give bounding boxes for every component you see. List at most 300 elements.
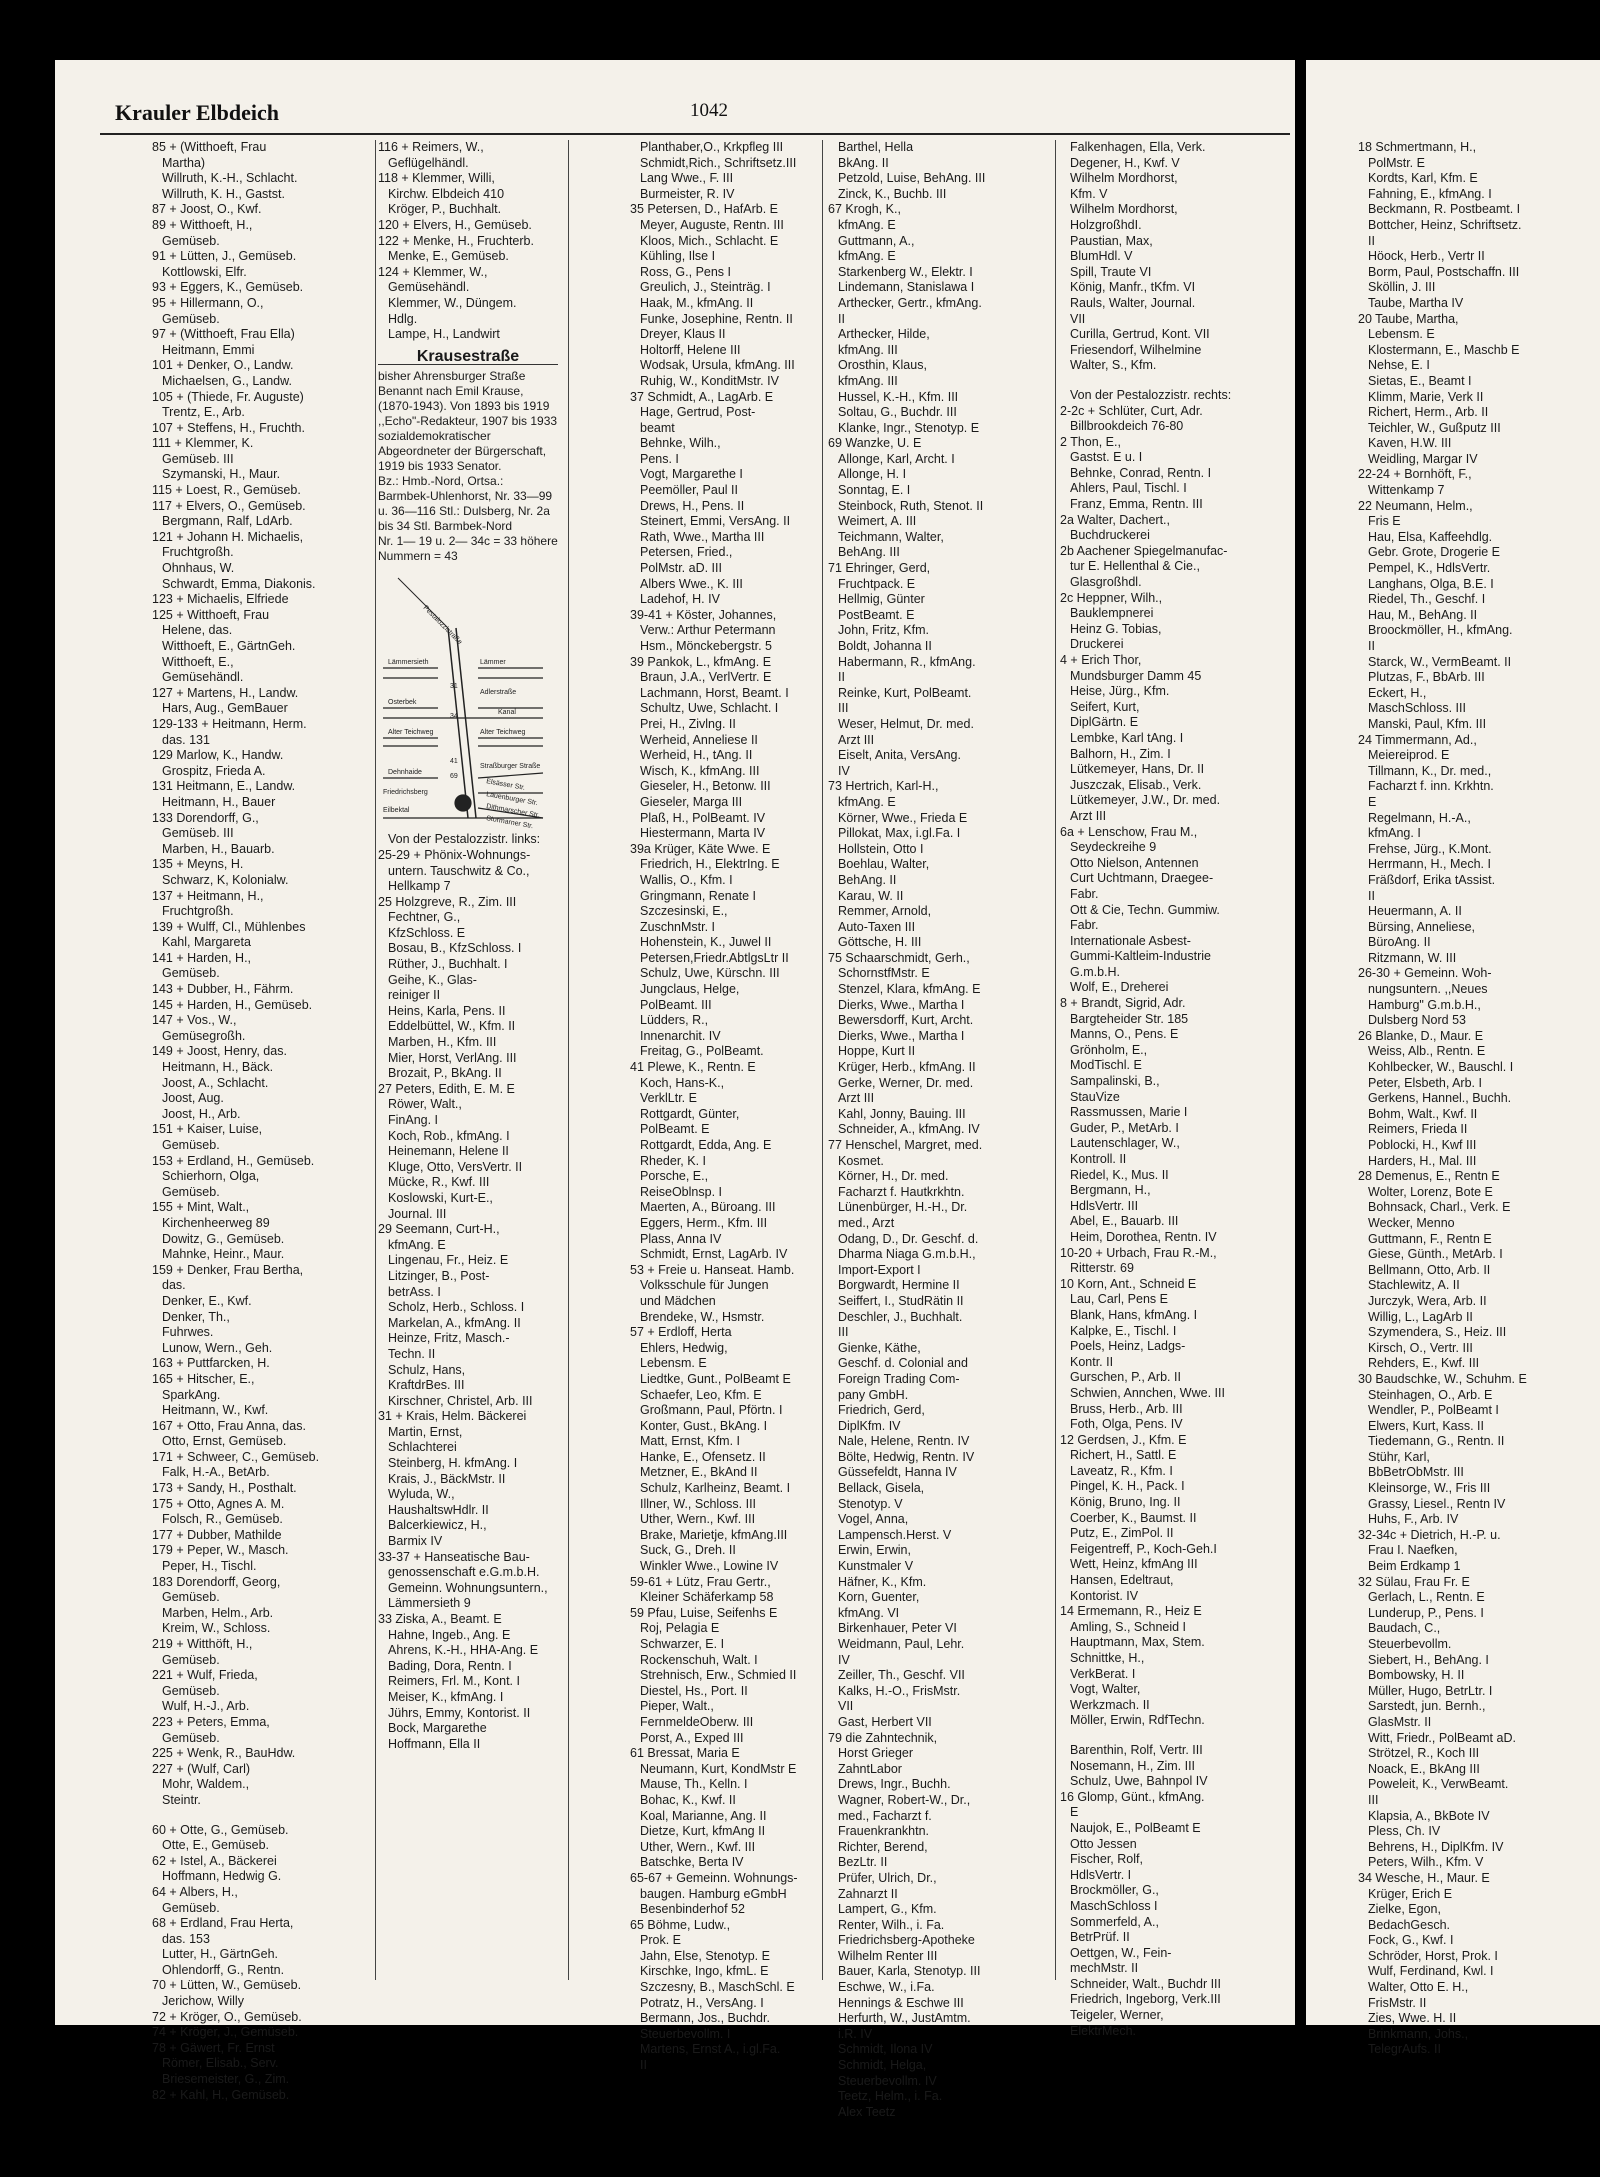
directory-entry: 91 + Lütten, J., Gemüseb. — [152, 249, 297, 264]
directory-entry: Walter, Otto E. H., — [1368, 1980, 1469, 1995]
directory-entry: Wagner, Robert-W., Dr., — [838, 1792, 971, 1807]
directory-entry: II — [838, 311, 845, 326]
street-postal: Nr. 1— 19 u. 2— 34c = 33 höhere Nummern = 43 — [378, 534, 558, 564]
directory-entry: Feigentreff, P., Koch-Geh.I — [1070, 1541, 1217, 1556]
directory-entry: 32 Sülau, Frau Fr. E — [1358, 1574, 1470, 1589]
directory-entry: Baudach, C., — [1368, 1621, 1441, 1636]
directory-entry: Schröder, Horst, Prok. I — [1368, 1948, 1498, 1963]
directory-entry: Schmidt, Ernst, LagArb. IV — [640, 1247, 788, 1262]
directory-entry: Lütkemeyer, J.W., Dr. med. — [1070, 793, 1221, 808]
directory-entry: 133 Dorendorff, G., — [152, 810, 259, 825]
column-1 — [152, 140, 322, 2102]
street-heading: Krausestraße — [378, 349, 558, 366]
directory-entry: Porsche, E., — [640, 1169, 709, 1184]
directory-entry: 32-34c + Dietrich, H.-P. u. — [1358, 1527, 1501, 1542]
directory-entry: Martha) — [162, 155, 206, 170]
directory-entry: Lünenbürger, H.-H., Dr. — [838, 1200, 968, 1215]
directory-entry: Schwien, Annchen, Wwe. III — [1070, 1385, 1225, 1400]
directory-entry: Otto Jessen — [1070, 1836, 1137, 1851]
directory-entry: Klostermann, E., Maschb E — [1368, 342, 1520, 357]
directory-entry: 223 + Peters, Emma, — [152, 1714, 270, 1729]
directory-entry: Meiser, K., kfmAng. I — [388, 1689, 504, 1704]
directory-entry: 26-30 + Gemeinn. Woh- — [1358, 966, 1492, 981]
directory-entry: das. — [162, 1278, 186, 1293]
directory-entry: III — [838, 1325, 849, 1340]
directory-entry: Lembke, Karl tAng. I — [1070, 730, 1184, 745]
map-label: Alter Teichweg — [480, 729, 526, 737]
directory-entry: 57 + Erdloff, Herta — [630, 1325, 732, 1340]
directory-entry: Vogel, Anna, — [838, 1512, 909, 1527]
directory-entry: Friesendorf, Wilhelmine — [1070, 342, 1202, 357]
directory-entry: II — [838, 670, 845, 685]
directory-entry: Eggers, Herm., Kfm. III — [640, 1215, 768, 1230]
directory-entry: Ahlers, Paul, Tischl. I — [1070, 481, 1187, 496]
directory-entry: Brake, Marietje, kfmAng.III — [640, 1527, 788, 1542]
directory-entry: Habermann, R., kfmAng. — [838, 654, 976, 669]
street-history: bisher Ahrensburger Straße Benannt nach Emil Krause, (1870-1943). Von 1893 bis 1919 ,,Echo"-Redakteur, 1907 bis 1933 sozialdemokratischer Abgeordneter der Bürgerschaft, 1919 bis 1933 Senator. — [378, 369, 558, 474]
map-label: Kanal — [498, 709, 516, 717]
directory-entry: Eckert, H., — [1368, 685, 1427, 700]
directory-entry: Kottlowski, Elfr. — [162, 264, 247, 279]
directory-entry: HdlsVertr. I — [1070, 1867, 1132, 1882]
directory-entry: 120 + Elvers, H., Gemüseb. — [378, 217, 532, 232]
directory-entry: Richert, H., Sattl. E — [1070, 1448, 1177, 1463]
directory-entry: Hsm., Mönckebergstr. 5 — [640, 639, 772, 653]
directory-entry: Fabr. — [1070, 918, 1099, 933]
directory-entry: Fock, G., Kwf. I — [1368, 1933, 1454, 1948]
directory-entry: Buchdruckerei — [1070, 528, 1150, 543]
directory-entry: Steinert, Emmi, VersAng. II — [640, 514, 791, 529]
directory-entry: Steinbock, Ruth, Stenot. II — [838, 498, 984, 513]
directory-entry: FrisMstr. II — [1368, 1995, 1427, 2010]
directory-entry: SchornstfMstr. E — [838, 966, 930, 981]
directory-entry: Strehnisch, Erw., Schmied II — [640, 1668, 797, 1683]
directory-entry: Bölte, Hedwig, Rentn. IV — [838, 1449, 975, 1464]
header-rule — [100, 133, 1290, 135]
column-3 — [630, 140, 815, 2073]
directory-entry: Krais, J., BäckMstr. II — [388, 1471, 506, 1486]
directory-entry: Reimers, Frieda II — [1368, 1122, 1468, 1137]
directory-entry: Hussel, K.-H., Kfm. III — [838, 389, 959, 404]
directory-entry: Hage, Gertrud, Post- — [640, 405, 756, 420]
directory-entry: Lindemann, Stanislawa I — [838, 280, 975, 295]
directory-entry: Ehlers, Hedwig, — [640, 1340, 728, 1355]
directory-entry: Prei, H., Zivlng. II — [640, 716, 736, 731]
directory-entry: med., Arzt — [838, 1215, 895, 1230]
directory-entry: Denker, E., Kwf. — [162, 1293, 252, 1308]
directory-entry: Renter, Wilh., i. Fa. — [838, 1917, 945, 1932]
directory-entry: Röwer, Walt., — [388, 1097, 462, 1112]
directory-entry: Stenzel, Klara, kfmAng. E — [838, 982, 981, 997]
map-label: Lauenburger Str. — [485, 791, 539, 808]
directory-entry: Kühling, Ilse I — [640, 249, 716, 264]
directory-entry: Rockenschuh, Walt. I — [640, 1652, 758, 1667]
directory-entry: Weidmann, Paul, Lehr. — [838, 1637, 965, 1651]
directory-entry: Ott & Cie, Techn. Gummiw. — [1070, 902, 1220, 917]
column-2 — [378, 140, 558, 2000]
directory-entry: Kirsch, O., Vertr. III — [1368, 1340, 1473, 1355]
directory-entry: 87 + Joost, O., Kwf. — [152, 202, 262, 217]
directory-entry: Fahning, E., kfmAng. I — [1368, 186, 1492, 201]
map-label: Adlerstraße — [480, 689, 517, 697]
directory-entry: ZuschnMstr. I — [640, 919, 716, 934]
directory-entry: Kosmet. — [838, 1153, 884, 1168]
directory-entry: 82 + Kahl, H., Gemüseb. — [152, 2087, 290, 2102]
directory-entry: 4 + Erich Thor, — [1060, 653, 1142, 667]
directory-entry: 30 Baudschke, W., Schuhm. E — [1358, 1371, 1527, 1386]
directory-entry: Rauls, Walter, Journal. — [1070, 295, 1196, 310]
directory-entry: Dierks, Wwe., Martha I — [838, 1028, 965, 1043]
directory-entry: med., Facharzt f. — [838, 1808, 932, 1823]
directory-entry: Ritterstr. 69 — [1070, 1261, 1134, 1276]
directory-entry: Kreim, W., Schloss. — [162, 1621, 271, 1636]
directory-entry: Barthel, Hella — [838, 140, 914, 154]
directory-entry: Weimert, A. III — [838, 514, 917, 529]
directory-entry — [152, 1809, 322, 1823]
directory-entry: 65 Böhme, Ludw., — [630, 1917, 731, 1932]
directory-entry: Lingenau, Fr., Heiz. E — [388, 1253, 509, 1268]
directory-entry: Bohac, K., Kwf. II — [640, 1792, 736, 1807]
directory-entry: Degener, H., Kwf. V — [1070, 155, 1180, 170]
map-label: Lämmersieth — [388, 659, 429, 667]
directory-entry: Klimm, Marie, Verk II — [1368, 389, 1484, 404]
directory-entry: Wecker, Menno — [1368, 1215, 1455, 1230]
directory-entry: Holtorff, Helene III — [640, 342, 741, 357]
directory-entry: 10 Korn, Ant., Schneid E — [1060, 1276, 1197, 1291]
directory-entry: Juszczak, Elisab., Verk. — [1070, 777, 1202, 792]
directory-entry: Geschf. d. Colonial and — [838, 1356, 968, 1371]
directory-entry: 71 Ehringer, Gerd, — [828, 561, 931, 576]
directory-entry: Lämmersieth 9 — [388, 1596, 471, 1611]
directory-entry: Gemüseb. — [162, 311, 220, 326]
directory-entry: Gurschen, P., Arb. II — [1070, 1370, 1181, 1385]
directory-entry: 147 + Vos., W., — [152, 1013, 237, 1028]
directory-entry: Wisch, K., kfmAng. III — [640, 763, 760, 778]
directory-entry: Kaven, H.W. III — [1368, 436, 1452, 451]
directory-entry: GlasMstr. II — [1368, 1714, 1432, 1729]
directory-entry: Willruth, K. H., Gastst. — [162, 186, 285, 201]
directory-entry: Prok. E — [640, 1933, 681, 1948]
directory-entry: Gemüseb. — [162, 1652, 220, 1667]
directory-entry: Hau, Elsa, Kaffeehdlg. — [1368, 529, 1493, 544]
map-label: Eilbektal — [383, 807, 410, 815]
directory-entry: Gebr. Grote, Drogerie E — [1368, 545, 1501, 560]
directory-entry: Otto, Ernst, Gemüseb. — [162, 1434, 287, 1449]
directory-entry: Harders, H., Mal. III — [1368, 1153, 1477, 1168]
directory-entry: Gemüsegroßh. — [162, 1028, 246, 1043]
directory-entry: Martin, Ernst, — [388, 1424, 463, 1439]
directory-entry: 79 die Zahntechnik, — [828, 1730, 938, 1745]
directory-entry: Joost, A., Schlacht. — [162, 1075, 269, 1090]
directory-entry: Schulz, Karlheinz, Beamt. I — [640, 1481, 791, 1496]
directory-entry: Geihe, K., Glas- — [388, 972, 477, 987]
directory-entry: 60 + Otte, G., Gemüseb. — [152, 1822, 289, 1837]
directory-entry: Weidling, Margar IV — [1368, 451, 1478, 466]
directory-entry: TelegrAufs. II — [1368, 2042, 1441, 2057]
directory-entry: Eddelbüttel, W., Kfm. II — [388, 1019, 516, 1034]
directory-entry: 141 + Harden, H., — [152, 950, 252, 965]
directory-entry: Orosthin, Klaus, — [838, 358, 927, 373]
directory-entry: Hohenstein, K., Juwel II — [640, 935, 772, 950]
directory-entry: reiniger II — [388, 988, 441, 1003]
directory-entry: Stenotyp. V — [838, 1496, 903, 1511]
directory-entry: Heins, Karla, Pens. II — [388, 1003, 506, 1018]
map-label: 41 — [450, 758, 458, 766]
directory-entry: Marben, H., Kfm. III — [388, 1035, 497, 1050]
directory-entry: Bombowsky, H. II — [1368, 1668, 1465, 1683]
directory-entry: 41 Plewe, K., Rentn. E — [630, 1060, 756, 1075]
column-6 — [1358, 140, 1598, 2057]
directory-entry: Koslowski, Kurt-E., — [388, 1190, 493, 1205]
directory-entry: Dierks, Wwe., Martha I — [838, 997, 965, 1012]
directory-entry: Dulsberg Nord 53 — [1368, 1013, 1466, 1028]
directory-entry: Lütkemeyer, Hans, Dr. II — [1070, 762, 1205, 777]
directory-entry: Barmix IV — [388, 1534, 443, 1549]
directory-entry: Gemüsehändl. — [162, 670, 244, 685]
directory-entry: Gerlach, L., Rentn. E — [1368, 1590, 1485, 1605]
directory-entry: 6a + Lenschow, Frau M., — [1060, 824, 1198, 839]
directory-entry: 53 + Freie u. Hanseat. Hamb. — [630, 1262, 795, 1277]
directory-entry: 22-24 + Bornhöft, F., — [1358, 467, 1472, 482]
directory-entry: Reinke, Kurt, PolBeamt. — [838, 685, 972, 700]
directory-entry: Gemüseb. — [162, 1184, 220, 1199]
directory-entry: Steuerbevollm. I — [640, 2026, 731, 2041]
directory-entry: Teigeler, Werner, — [1070, 2008, 1164, 2023]
directory-entry: Behnke, Conrad, Rentn. I — [1070, 465, 1212, 480]
directory-entry: IV — [838, 763, 850, 778]
directory-entry: Joost, Aug. — [162, 1091, 224, 1106]
directory-entry: Besenbinderhof 52 — [640, 1902, 745, 1917]
map-label: Osterbek — [388, 699, 417, 707]
directory-entry: Höock, Herb., Vertr II — [1368, 249, 1485, 264]
map-label: 34 — [450, 713, 458, 721]
directory-entry: Schneider, Walt., Buchdr III — [1070, 1976, 1221, 1991]
directory-entry: Poblocki, H., Kwf III — [1368, 1138, 1477, 1152]
directory-entry: 127 + Martens, H., Landw. — [152, 685, 299, 700]
directory-entry: Lüdders, R., — [640, 1013, 709, 1028]
directory-entry: Sommerfeld, A., — [1070, 1914, 1159, 1929]
directory-entry: 8 + Brandt, Sigrid, Adr. — [1060, 996, 1186, 1011]
directory-entry: 20 Taube, Martha, — [1358, 311, 1459, 326]
directory-entry: Menke, E., Gemüseb. — [388, 249, 509, 264]
directory-entry: Rehders, E., Kwf. III — [1368, 1356, 1480, 1371]
directory-entry: Vogt, Margarethe I — [640, 467, 743, 482]
directory-entry: Guttmann, A., — [838, 233, 915, 248]
directory-entry: Pens. I — [640, 451, 679, 466]
directory-entry: Riedel, K., Mus. II — [1070, 1167, 1169, 1182]
directory-entry: 129-133 + Heitmann, Herm. — [152, 716, 307, 731]
directory-entry: Steuerbevollm. IV — [838, 2073, 937, 2088]
directory-entry: Innenarchit. IV — [640, 1028, 721, 1043]
directory-entry: Nehse, E. I — [1368, 358, 1430, 373]
directory-entry: Hoppe, Kurt II — [838, 1044, 916, 1059]
directory-entry: Wilhelm Mordhorst, — [1070, 202, 1178, 217]
directory-entry: Hauptmann, Max, Stem. — [1070, 1635, 1205, 1650]
directory-entry: 116 + Reimers, W., — [378, 140, 484, 154]
directory-entry: Gringmann, Renate I — [640, 888, 757, 903]
directory-entry: Werheid, Anneliese II — [640, 732, 758, 747]
directory-entry: Lunderup, P., Pens. I — [1368, 1605, 1484, 1620]
directory-entry: Import-Export I — [838, 1262, 921, 1277]
directory-entry: 115 + Loest, R., Gemüseb. — [152, 483, 301, 498]
directory-entry: KraftdrBes. III — [388, 1378, 465, 1393]
directory-entry — [1060, 1729, 1265, 1743]
directory-entry: Lampert, G., Kfm. — [838, 1902, 937, 1917]
directory-entry: 175 + Otto, Agnes A. M. — [152, 1496, 285, 1511]
directory-entry: Plass, Anna IV — [640, 1231, 722, 1246]
directory-entry: Heise, Jürg., Kfm. — [1070, 684, 1170, 699]
directory-entry: 89 + Witthoeft, H., — [152, 217, 253, 232]
directory-entry: Curt Uchtmann, Draegee- — [1070, 871, 1214, 886]
directory-entry: Illner, W., Schloss. III — [640, 1496, 757, 1511]
directory-entry: Von der Pestalozzistr. links: — [388, 832, 541, 847]
directory-entry: E — [1368, 794, 1377, 809]
directory-entry: Friedrich, Gerd, — [838, 1403, 925, 1418]
directory-entry: Winkler Wwe., Lowine IV — [640, 1559, 779, 1574]
directory-entry: kfmAng. E — [838, 249, 896, 264]
directory-entry: Taube, Martha IV — [1368, 295, 1464, 310]
directory-entry: Witt, Friedr., PolBeamt aD. — [1368, 1730, 1516, 1745]
directory-entry: Foreign Trading Com- — [838, 1371, 960, 1386]
directory-entry: PolBeamt. E — [640, 1122, 710, 1137]
directory-entry: Frauenkrankhtn. — [838, 1824, 930, 1839]
directory-entry: 67 Krogh, K., — [828, 202, 901, 217]
directory-entry: Verw.: Arthur Petermann — [640, 623, 776, 638]
directory-entry: Marben, Helm., Arb. — [162, 1605, 274, 1620]
directory-entry: Braun, J.A., VerlVertr. E — [640, 670, 772, 685]
directory-entry: kfmAng. E — [838, 794, 896, 809]
directory-entry: Sarstedt, jun. Bernh., — [1368, 1699, 1486, 1714]
directory-entry: Kloos, Mich., Schlacht. E — [640, 233, 779, 248]
directory-entry: Scholz, Herb., Schloss. I — [388, 1300, 525, 1315]
directory-entry: Krüger, Erich E — [1368, 1886, 1453, 1901]
directory-entry: Jerichow, Willy — [162, 1994, 244, 2009]
directory-entry: Auto-Taxen III — [838, 919, 916, 934]
directory-entry: Ohlendorff, G., Rentn. — [162, 1962, 285, 1977]
directory-entry: Dowitz, G., Gemüseb. — [162, 1231, 285, 1246]
directory-entry: 10-20 + Urbach, Frau R.-M., — [1060, 1245, 1217, 1260]
directory-entry: Lunow, Wern., Geh. — [162, 1340, 273, 1355]
directory-entry: Guder, P., MetArb. I — [1070, 1120, 1179, 1135]
page-number: 1042 — [690, 100, 728, 121]
directory-entry: StauVize — [1070, 1089, 1120, 1104]
directory-entry: Gemüseb. — [162, 1730, 220, 1745]
directory-entry: Otte, E., Gemüseb. — [162, 1838, 269, 1853]
directory-entry: tur E. Hellenthal & Cie., — [1070, 559, 1200, 574]
directory-entry: Kirchenheerweg 89 — [162, 1215, 270, 1230]
directory-entry: Falk, H.-A., BetArb. — [162, 1465, 270, 1480]
directory-entry: 39-41 + Köster, Johannes, — [630, 607, 777, 622]
directory-entry: 69 Wanzke, U. E — [828, 436, 922, 451]
directory-entry: BehAng. III — [838, 545, 900, 560]
directory-entry: das. 153 — [162, 1931, 210, 1946]
directory-entry: Borgwardt, Hermine II — [838, 1278, 960, 1293]
directory-entry: 167 + Otto, Frau Anna, das. — [152, 1418, 306, 1433]
directory-entry: 118 + Klemmer, Willi, — [378, 171, 495, 186]
directory-entry: Amling, S., Schneid I — [1070, 1619, 1187, 1634]
directory-entry: III — [838, 701, 849, 716]
directory-entry: Hdlg. — [388, 311, 418, 326]
directory-entry: Hanke, E., Ofensetz. II — [640, 1449, 766, 1464]
directory-entry: Regelmann, H.-A., — [1368, 810, 1471, 825]
directory-entry: Korn, Guenter, — [838, 1590, 920, 1605]
directory-entry: Wolf, E., Dreherei — [1070, 980, 1169, 995]
directory-entry: Franz, Emma, Rentn. III — [1070, 497, 1203, 512]
directory-entry: Soltau, G., Buchdr. III — [838, 405, 957, 420]
directory-entry: Bauer, Karla, Stenotyp. III — [838, 1964, 981, 1979]
directory-entry: Richter, Berend, — [838, 1839, 928, 1854]
directory-entry: 2c Heppner, Wilh., — [1060, 590, 1163, 605]
directory-entry: Eiselt, Anita, VersAng. — [838, 748, 961, 763]
directory-entry: 153 + Erdland, H., Gemüseb. — [152, 1153, 315, 1168]
directory-entry: kfmAng. I — [1368, 826, 1421, 841]
street-title: Krauler Elbdeich — [115, 100, 279, 125]
directory-entry: Bergmann, Ralf, LdArb. — [162, 514, 293, 529]
directory-entry: Falkenhagen, Ella, Verk. — [1070, 140, 1206, 154]
directory-entry: 34 Wesche, H., Maur. E — [1358, 1870, 1490, 1885]
directory-entry: Szczesinski, E., — [640, 904, 728, 919]
directory-entry: HdlsVertr. III — [1070, 1198, 1139, 1213]
directory-entry: Seydeckreihe 9 — [1070, 840, 1157, 855]
directory-entry: Arthecker, Hilde, — [838, 327, 930, 342]
directory-entry: Hellmig, Günter — [838, 592, 925, 607]
directory-entry: Reimers, Frl. M., Kont. I — [388, 1674, 520, 1689]
directory-entry: Bermann, Jos., Buchdr. — [640, 2011, 770, 2026]
directory-entry: Heinz G. Tobias, — [1070, 621, 1162, 636]
directory-entry: Herrmann, H., Mech. I — [1368, 857, 1491, 872]
directory-entry: Willruth, K.-H., Schlacht. — [162, 171, 298, 186]
directory-entry: III — [1368, 1792, 1379, 1807]
directory-entry: Heim, Dorothea, Rentn. IV — [1070, 1229, 1217, 1244]
directory-entry: Hellkamp 7 — [388, 879, 451, 894]
street-map — [378, 568, 546, 831]
directory-entry: 75 Schaarschmidt, Gerh., — [828, 950, 970, 965]
directory-entry: Ruhig, W., KonditMstr. IV — [640, 373, 779, 388]
directory-entry: Lebensm. E — [640, 1356, 707, 1371]
directory-entry: II — [1368, 639, 1375, 653]
directory-entry: Müller, Hugo, BetrLtr. I — [1368, 1683, 1493, 1698]
directory-entry: Journal. III — [388, 1206, 447, 1221]
directory-entry: ReiseOblnsp. I — [640, 1184, 722, 1199]
directory-entry: VII — [1070, 311, 1086, 326]
directory-entry: Borm, Paul, Postschaffn. III — [1368, 264, 1520, 279]
directory-entry: Kontroll. II — [1070, 1152, 1127, 1166]
map-label: Dehnhaide — [388, 769, 422, 777]
directory-entry: Diestel, Hs., Port. II — [640, 1683, 748, 1698]
directory-entry: Arzt III — [1070, 808, 1107, 823]
directory-entry: 129 Marlow, K., Handw. — [152, 748, 284, 763]
directory-entry: Langhans, Olga, B.E. I — [1368, 576, 1494, 591]
directory-entry: Richert, Herm., Arb. II — [1368, 405, 1489, 420]
directory-entry: Brozait, P., BkAng. II — [388, 1066, 502, 1081]
directory-entry: Huhs, F., Arb. IV — [1368, 1512, 1459, 1527]
directory-entry: 123 + Michaelis, Elfriede — [152, 592, 289, 607]
directory-entry: BehAng. II — [838, 872, 897, 887]
directory-entry: kfmAng. E — [838, 217, 896, 232]
directory-entry: ModTischl. E — [1070, 1058, 1142, 1073]
directory-entry: BetrPrüf. II — [1070, 1930, 1130, 1945]
directory-entry: Matt, Ernst, Kfm. I — [640, 1434, 741, 1449]
directory-entry: Walter, S., Kfm. — [1070, 358, 1157, 373]
directory-entry: Willig, L., LagArb II — [1368, 1309, 1473, 1324]
directory-entry: 122 + Menke, H., Fruchterb. — [378, 233, 534, 248]
directory-entry: Rottgardt, Edda, Ang. E — [640, 1138, 772, 1152]
directory-entry: MaschSchloss I — [1070, 1898, 1158, 1913]
directory-entry: Konter, Gust., BkAng. I — [640, 1418, 768, 1433]
directory-entry: 145 + Harden, H., Gemüseb. — [152, 997, 313, 1012]
directory-entry: Gemüseb. III — [162, 826, 234, 841]
directory-entry: Zeiller, Th., Geschf. VII — [838, 1668, 965, 1683]
